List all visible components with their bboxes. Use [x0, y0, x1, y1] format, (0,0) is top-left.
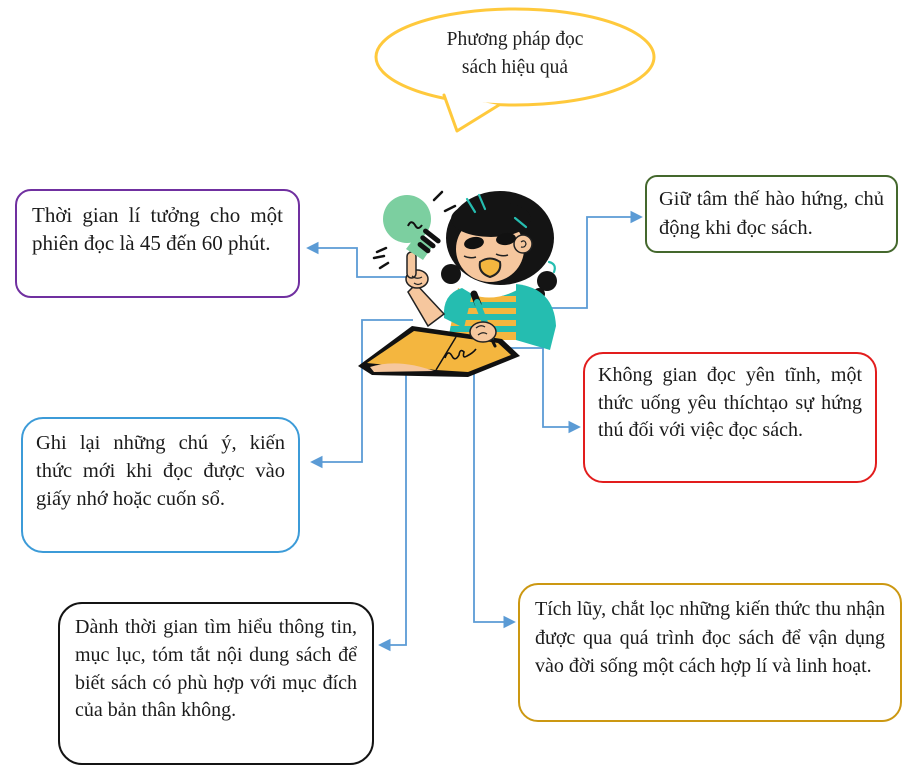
diagram-title: Phương pháp đọc sách hiệu quả	[446, 29, 584, 78]
node-apply-knowledge	[518, 583, 902, 722]
node-text: Không gian đọc yên tĩnh, một thức uống yêu thíchtạo sự hứng thú đối với việc đọc sách.	[598, 364, 862, 441]
node-ideal-time	[15, 189, 300, 298]
raised-arm	[408, 284, 444, 326]
writing-hand	[470, 322, 496, 342]
node-text: Giữ tâm thế hào hứng, chủ động khi đọc sách.	[659, 188, 884, 239]
sleeve-right	[516, 284, 556, 350]
node-take-notes	[21, 417, 300, 553]
connector-apply-knowledge	[474, 366, 514, 622]
node-text: Thời gian lí tưởng cho một phiên đọc là 45 đến 60 phút.	[32, 203, 283, 255]
node-preview-book	[58, 602, 374, 765]
ear	[514, 235, 532, 253]
node-attitude	[645, 175, 898, 253]
node-text: Dành thời gian tìm hiểu thông tin, mục lục, tóm tắt nội dung sách để biết sách có phù hợp với mục đích của bản thân không.	[75, 616, 357, 722]
mouth	[480, 259, 501, 278]
node-quiet-space	[583, 352, 877, 483]
node-text: Tích lũy, chắt lọc những kiến thức thu nhận được qua quá trình đọc sách để vận dụng vào đời sống một cách hợp lí và linh hoạt.	[535, 598, 885, 677]
pointing-finger	[407, 252, 416, 278]
connector-preview-book	[380, 366, 406, 645]
node-text: Ghi lại những chú ý, kiến thức mới khi đọc được vào giấy nhớ hoặc cuốn sổ.	[36, 432, 285, 510]
girl-studying-illustration	[350, 186, 575, 386]
